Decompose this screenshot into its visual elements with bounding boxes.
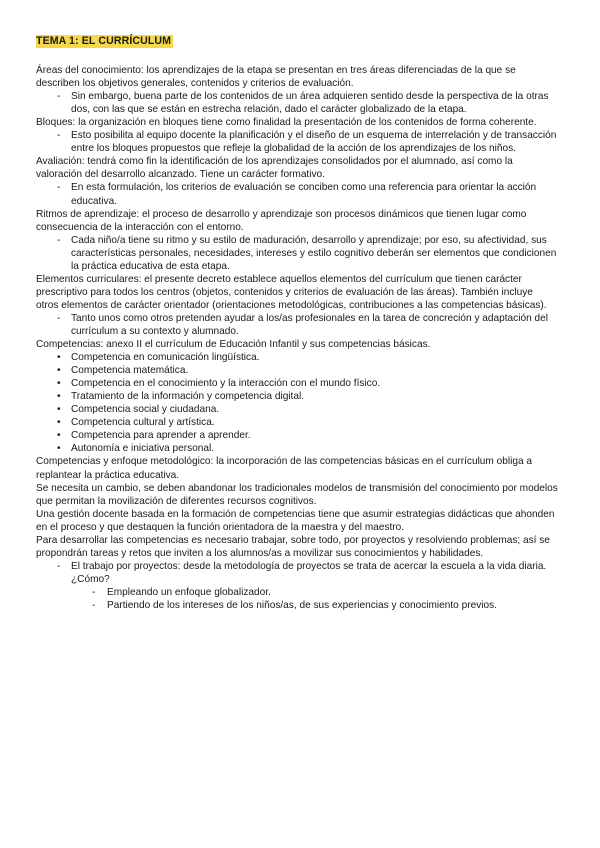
paragraph: Se necesita un cambio, se deben abandonar los tradicionales modelos de transmisión del conocimiento por modelos que permitan la movilización de diferentes recursos cognitivos. <box>36 482 558 507</box>
dash-list-item: - Cada niño/a tiene su ritmo y su estilo de maduración, desarrollo y aprendizaje; por eso, su afectividad, sus características personales, necesidades, intereses y estilo cognitivo deberán ser elementos que condicionen la práctica educativa de esta etapa. <box>36 234 558 273</box>
paragraph: Una gestión docente basada en la formación de competencias tiene que asumir estrategias didácticas que ahonden en el proceso y que destaquen la función orientadora de la maestra y del maestro. <box>36 508 555 533</box>
paragraph: Avaliación: tendrá como fin la identificación de los aprendizajes consolidados por el alumnado, así como la valoración del desarrollo alcanzado. Tiene un carácter formativo. <box>36 156 513 181</box>
dash-list-item: - Esto posibilita al equipo docente la planificación y el diseño de un esquema de interrelación y de transacción entre los bloques propuestos que refleje la globalidad de la acción de los aprendizajes de los niños. <box>36 129 558 155</box>
dash-list-item: - Tanto unos como otros pretenden ayudar a los/as profesionales en la tarea de concreción y adaptación del currículum a su contexto y alumnado. <box>36 312 558 338</box>
paragraph: Bloques: la organización en bloques tiene como finalidad la presentación de los contenidos de forma coherente. <box>36 117 537 129</box>
paragraph: Competencias: anexo II el currículum de Educación Infantil y sus competencias básicas. <box>36 339 431 351</box>
dash-list-item: - En esta formulación, los criterios de evaluación se conciben como una referencia para orientar la acción educativa. <box>36 181 558 207</box>
bullet-list-item: • Autonomía e iniciativa personal. <box>36 442 558 455</box>
bullet-list-item: • Tratamiento de la información y competencia digital. <box>36 390 558 403</box>
paragraph: Competencias y enfoque metodológico: la incorporación de las competencias básicas en el currículum obliga a replantear la práctica educativa. <box>36 456 532 481</box>
bullet-list-item: • Competencia en comunicación lingüística. <box>36 351 558 364</box>
bullet-list-item: • Competencia en el conocimiento y la interacción con el mundo físico. <box>36 377 558 390</box>
sub-dash-list-item: - Partiendo de los intereses de los niños/as, de sus experiencias y conocimiento previos. <box>36 599 558 612</box>
document-page <box>36 35 558 612</box>
bullet-list-item: • Competencia cultural y artística. <box>36 416 558 429</box>
sub-dash-list-item: - Empleando un enfoque globalizador. <box>36 586 558 599</box>
bullet-list-item: • Competencia para aprender a aprender. <box>36 429 558 442</box>
paragraph: Elementos curriculares: el presente decreto establece aquellos elementos del currículum que tienen carácter prescriptivo para todos los centros (objetos, contenidos y criterios de evaluación de las áreas). También incluye otros elementos de carácter orientador (orientaciones metodológicas, contribuciones a las competencias básicas). <box>36 273 547 311</box>
document-body <box>36 64 558 612</box>
paragraph: Ritmos de aprendizaje: el proceso de desarrollo y aprendizaje son procesos dinámicos que tienen lugar como consecuencia de la interacción con el entorno. <box>36 208 527 233</box>
paragraph: Áreas del conocimiento: los aprendizajes de la etapa se presentan en tres áreas diferenciadas de la que se describen los objetivos generales, contenidos y criterios de evaluación. <box>36 65 516 90</box>
paragraph: Para desarrollar las competencias es necesario trabajar, sobre todo, por proyectos y resolviendo problemas; así se propondrán tareas y retos que inviten a los alumnos/as a movilizar sus conocimientos y habilidades. <box>36 534 550 559</box>
document-title: TEMA 1: EL CURRÍCULUM <box>36 35 172 47</box>
dash-list-item: - El trabajo por proyectos: desde la metodología de proyectos se trata de acercar la escuela a la vida diaria. ¿Cómo? <box>36 560 558 586</box>
dash-list-item: - Sin embargo, buena parte de los contenidos de un área adquieren sentido desde la perspectiva de la otras dos, con las que se están en estrecha relación, dado el carácter globalizado de la etapa. <box>36 90 558 116</box>
bullet-list-item: • Competencia social y ciudadana. <box>36 403 558 416</box>
bullet-list-item: • Competencia matemática. <box>36 364 558 377</box>
